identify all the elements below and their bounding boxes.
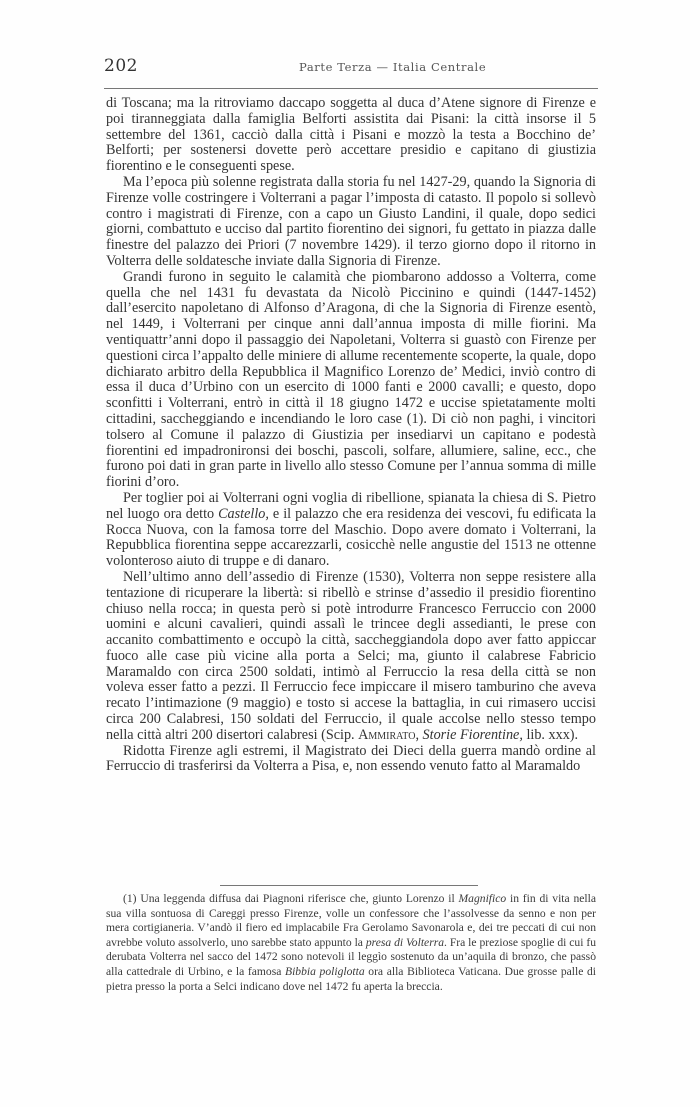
footnote-text-a: (1) Una leggenda diffusa dai Piagnoni riferisce che, giunto Lorenzo il	[123, 892, 459, 905]
paragraph-3: Grandi furono in seguito le calamità che piombarono addosso a Volterra, come quella che nel 1431 fu devastata da Nicolò Piccinino e quindi (1447-1452) dall’esercito napoletano di Alfonso d’Aragona, di che la Signoria di Firenze esentò, nel 1449, i Volterrani per cinque anni dall’annua imposta di mille fiorini. Ma ventiquattr’anni dopo il passaggio dei Napoletani, Volterra si guastò con Firenze per questioni circa l’appalto delle miniere di allume recentemente scoperte, la quale, dopo dichiarato arbitro della Repubblica il Magnifico Lorenzo de’ Medici, inviò contro di essa il duca d’Urbino con un esercito di 1000 fanti e 2000 cavalli; e questo, dopo sconfitti i Volterrani, entrò in città il 18 giugno 1472 e uccise spietatamente molti cittadini, saccheggiando e incendiando le loro case (1). Di ciò non paghi, i vincitori tolsero al Comune il palazzo di Giustizia per insediarvi un capitano e podestà fiorentini ed impadronironsi dei boschi, pascoli, solfare, allumiere, saline, ecc., che furono poi dati in gran parte in livello allo stesso Comune per l’annua somma di mille fiorini d’oro.	[106, 268, 596, 491]
footnote-italic-3: Bibbia poliglotta	[285, 964, 365, 978]
paragraph-2: Ma l’epoca più solenne registrata dalla storia fu nel 1427-29, quando la Signoria di Firenze volle costringere i Volterrani a pagar l’imposta di catasto. Il popolo si sollevò contro i magistrati di Firenze, con a capo un Giusto Landini, il quale, dopo sedici giorni, combattuto e ucciso dal partito fiorentino dei signori, fu gettato in piazza dalle finestre del palazzo dei Priori (7 novembre 1429). il terzo giorno dopo il ritorno in Volterra delle soldatesche inviate dalla Signoria di Firenze.	[106, 173, 596, 269]
footnote-italic-2: presa di Volterra	[365, 935, 445, 949]
page-number: 202	[104, 56, 138, 76]
page-header	[104, 56, 598, 78]
footnote-divider	[220, 885, 478, 886]
footnotes	[106, 892, 596, 994]
paragraph-4	[106, 491, 596, 570]
running-title: Parte Terza — Italia Centrale	[299, 60, 487, 74]
paragraph-4-text-a: Per toglier poi ai Volterrani ogni voglia di ribellione, spianata la chiesa di S. Pietro nel luogo ora detto	[106, 489, 596, 522]
paragraph-6: Ridotta Firenze agli estremi, il Magistrato dei Dieci della guerra mandò ordine al Ferruccio di trasferirsi da Volterra a Pisa, e, non essendo venuto fatto al Maramaldo	[106, 742, 596, 775]
paragraph-5	[106, 570, 596, 744]
footnote-italic-1: Magnifico	[458, 892, 507, 905]
paragraph-1: di Toscana; ma la ritroviamo daccapo soggetta al duca d’Atene signore di Firenze e poi tiranneggiata dalla famiglia Belforti assistita dai Pisani: la città insorse il 5 settembre del 1361, cacciò dalla città i Pisani e mozzò la testa a Bocchino de’ Belforti; per sostenersi dovette però accettare presidio e capitano di giustizia fiorentino e le conseguenti spese.	[106, 95, 596, 175]
footnote-text-b: in fin di vita nella sua villa sontuosa di Careggi presso Firenze, volle un confessore che l’assolvesse da senno e non per mera cortigianeria. V’andò il fiero ed implacabile Fra Gerolamo Savonarola e, dei tre peccati di cui non avrebbe voluto assolverlo, uno sarebbe stato appunto la	[106, 892, 597, 949]
paragraph-5-text-a: Nell’ultimo anno dell’assedio di Firenze (1530), Volterra non seppe resistere alla tentazione di ricuperare la libertà: si ribellò e strinse d’assedio il presidio fiorentino chiuso nella rocca; in questa però si potè introdurre Francesco Ferruccio con 2000 uomini e alcuni cavalieri, quindi assalì le trincee degli assedianti, le prese con accanito combattimento e occupò la città, saccheggiandola dopo aver fatto appiccar fuoco alle case più vicine alla porta a Selci; ma, giunto il calabrese Fabricio Maramaldo con circa 2500 soldati, intimò al Ferruccio la resa della città se non voleva esser fatto a pezzi. Il Ferruccio fece impiccare il misero tamburino che aveva recato l’intimazione (9 maggio) e tosto si accese la battaglia, in cui rimasero uccisi circa 200 Calabresi, 150 soldati del Ferruccio, il quale accolse nello stesso tempo nella città altri 200 disertori calabresi (Scip.	[106, 568, 596, 743]
paragraph-5-separator: ,	[415, 726, 423, 743]
paragraph-5-text-b: lib. xxx).	[522, 726, 579, 743]
header-divider	[104, 88, 598, 89]
paragraph-4-text-b: e il palazzo che era residenza dei vescovi, fu edificata la Rocca Nuova, con la famosa torre del Maschio. Dopo avere domato i Volterrani, la Repubblica fiorentina seppe accarezzarli, cosicchè nelle angustie del 1513 ne ottenne volonteroso aiuto di truppe e di danaro.	[106, 505, 596, 570]
footnote-text-d: ora alla Biblioteca Vaticana. Due grosse palle di pietra presso la porta a Selci indicano dove nel 1472 fu aperta la breccia.	[106, 964, 596, 993]
footnote-1	[106, 892, 596, 994]
main-text	[106, 96, 596, 775]
paragraph-4-italic: Castello,	[218, 505, 269, 522]
author-name-small-caps: Ammirato	[358, 726, 416, 743]
footnote-text-c: . Fra le preziose spoglie di cui fu derubata Volterra nel sacco del 1472 sono notevoli il leggìo sostenuto da un’aquila di bronzo, che passò alla cattedrale di Urbino, e la famosa	[106, 935, 596, 978]
book-title-italic: Storie Fiorentine,	[422, 726, 523, 743]
